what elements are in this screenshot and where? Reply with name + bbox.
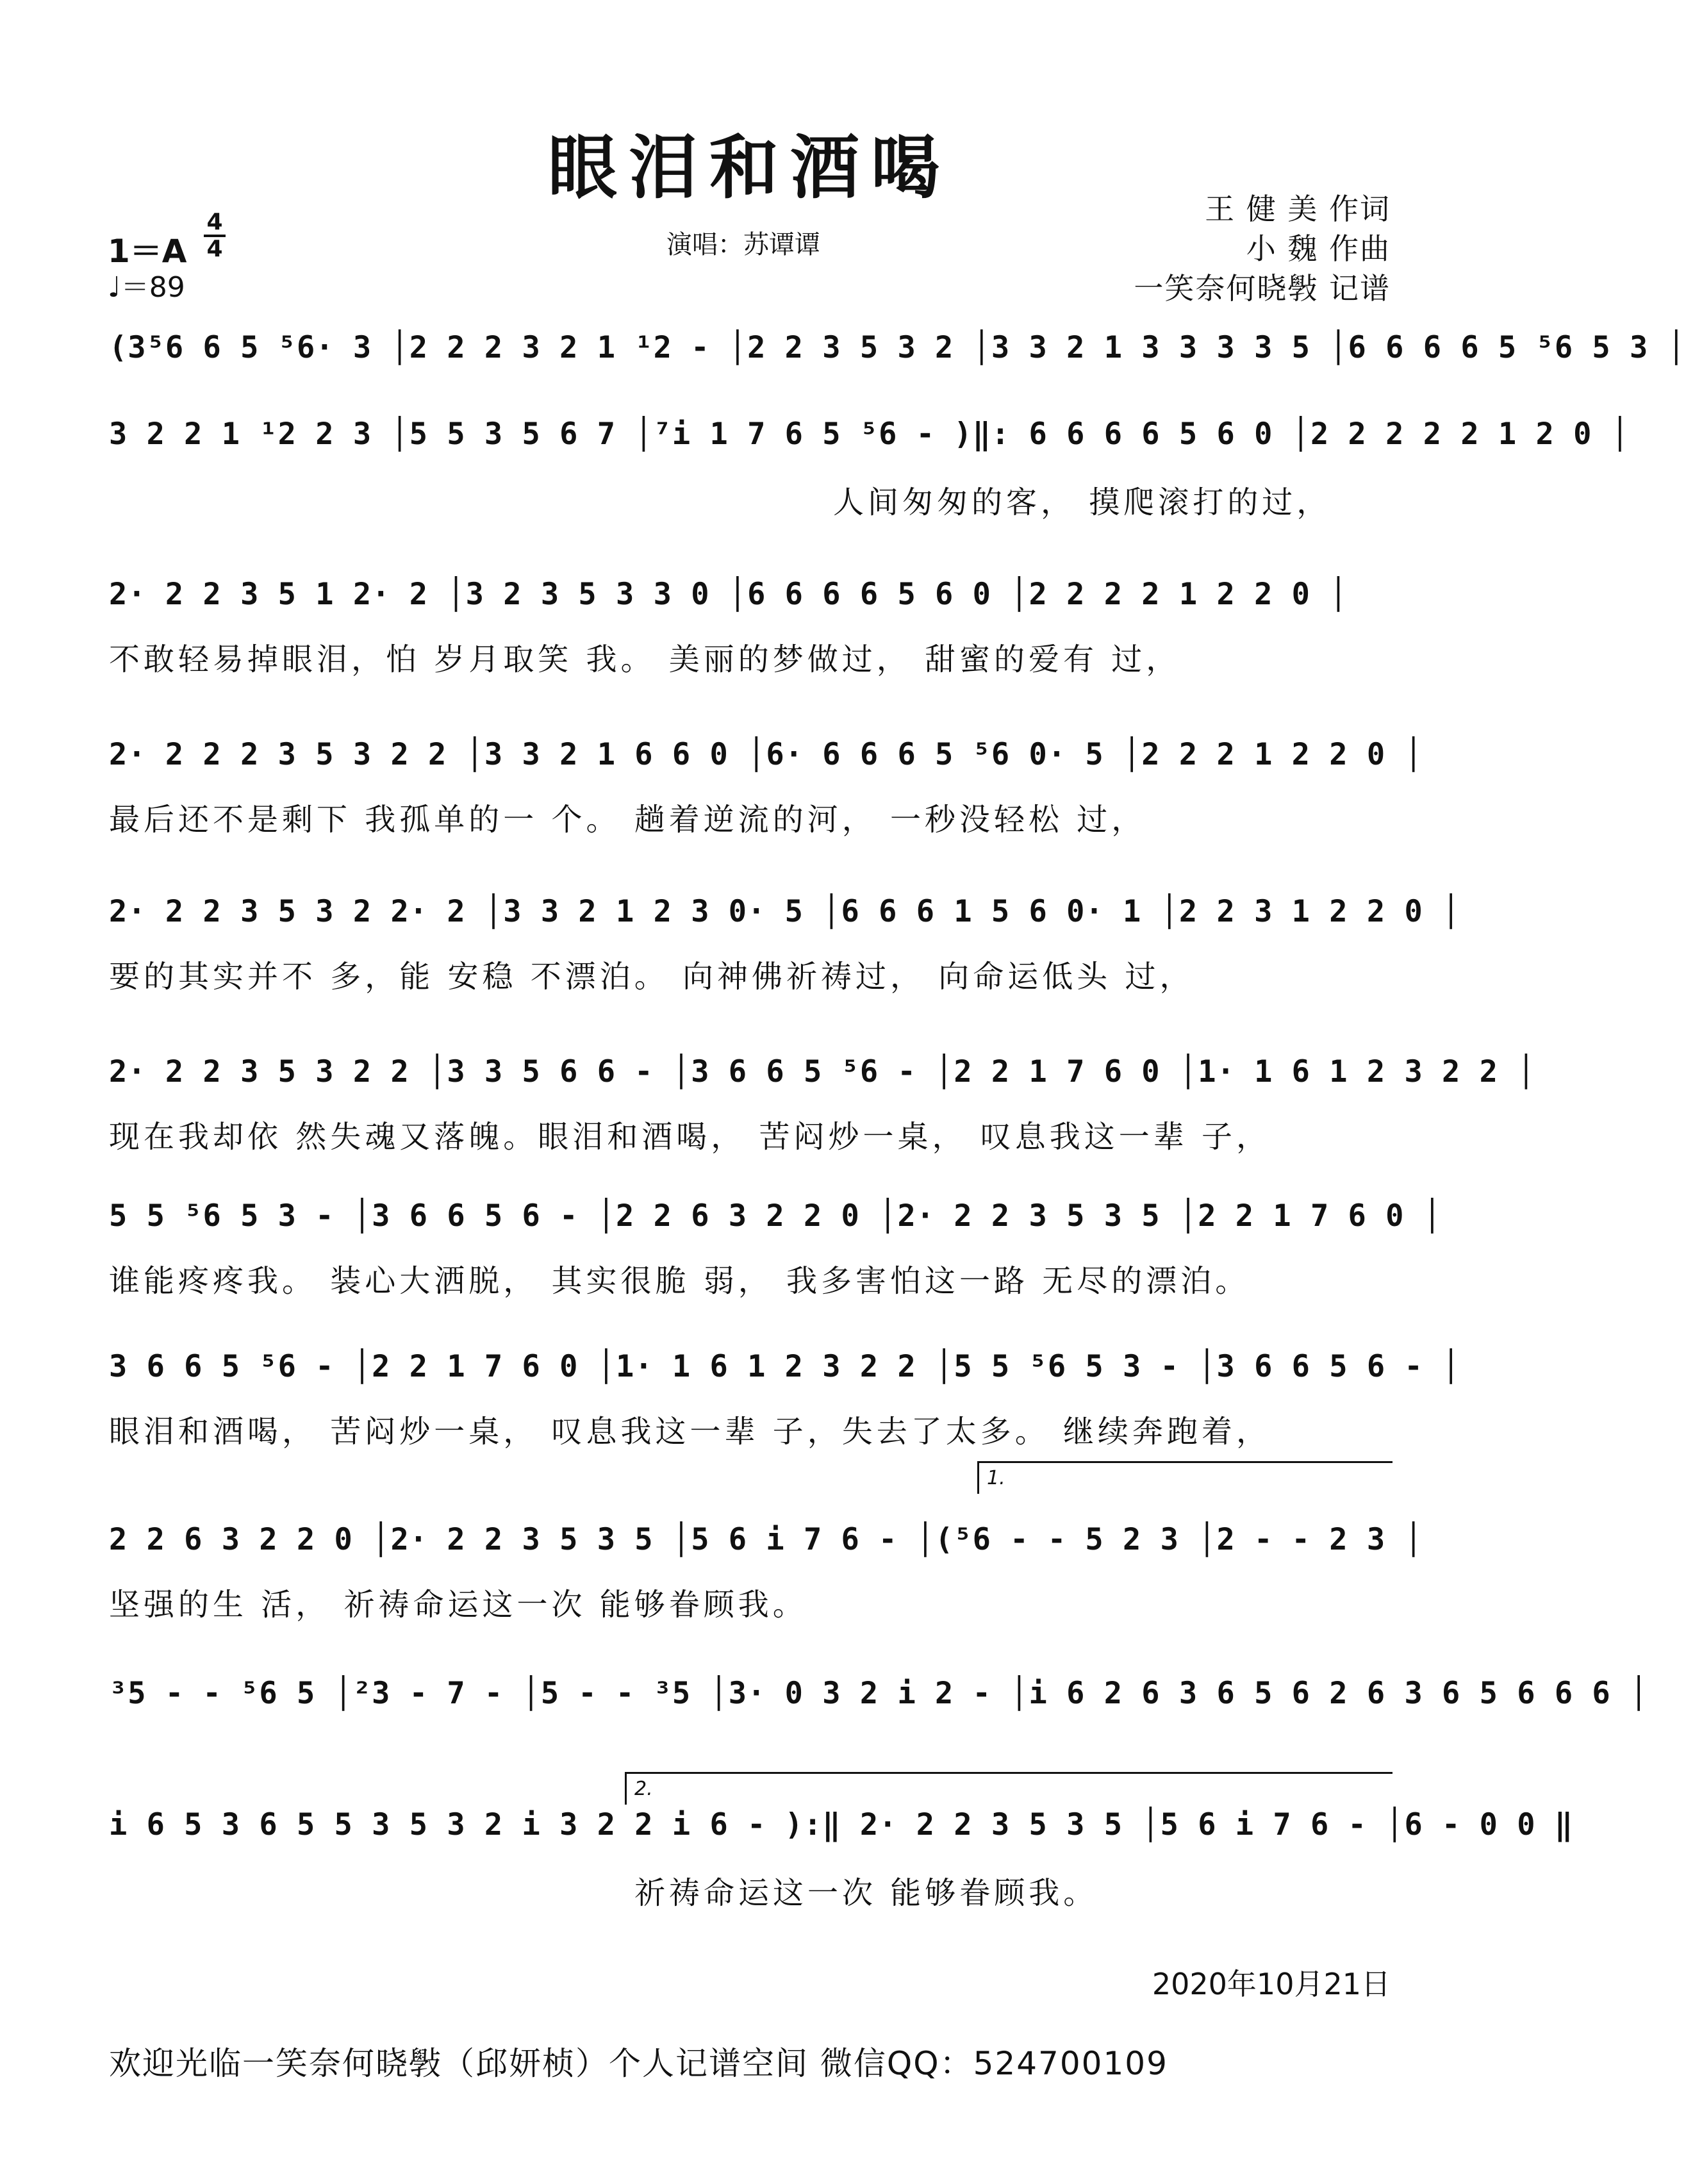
- staff-line-4: 2· 2 2 2 3 5 3 2 2 │3 3 2 1 6 6 0 │6· 6 6 6 5 ⁵6 0· 5 │2 2 2 1 2 2 0 │: [109, 737, 1423, 772]
- lyric-line-9: 坚强的生 活， 祈祷命运这一次 能够眷顾我。: [109, 1587, 807, 1623]
- lyricist-credit: 王 健 美 作词: [1205, 192, 1391, 226]
- time-signature: [204, 211, 226, 260]
- staff-line-6: 2· 2 2 3 5 3 2 2 │3 3 5 6 6 - │3 6 6 5 ⁵6 - │2 2 1 7 6 0 │1· 1 6 1 2 3 2 2 │: [109, 1054, 1536, 1089]
- key-signature: 1＝A: [108, 233, 187, 270]
- lyric-line-8: 眼泪和酒喝， 苦闷炒一桌， 叹息我这一辈 子，失去了太多。 继续奔跑着，: [109, 1414, 1271, 1450]
- staff-line-10: ³5 - - ⁵6 5 │²3 - 7 - │5 - - ³5 │3· 0 3 2 i 2 - │i 6 2 6 3 6 5 6 2 6 3 6 5 6 6 6 │: [109, 1676, 1649, 1711]
- first-ending-bracket: [977, 1461, 1393, 1494]
- lyric-line-4: 最后还不是剩下 我孤单的一 个。 趟着逆流的河， 一秒没轻松 过，: [109, 802, 1146, 838]
- second-ending-bracket: [625, 1772, 1393, 1805]
- lyric-line-6: 现在我却依 然失魂又落魄。眼泪和酒喝， 苦闷炒一桌， 叹息我这一辈 子，: [109, 1119, 1271, 1155]
- staff-line-1: (3⁵6 6 5 ⁵6· 3 │2 2 2 3 2 1 ¹2 - │2 2 3 5 3 2 │3 3 2 1 3 3 3 3 5 │6 6 6 6 5 ⁵6 5 3 │: [109, 330, 1686, 365]
- tempo-marking: ♩＝89: [108, 271, 185, 304]
- lyric-line-2: 人间匆匆的客， 摸爬滚打的过，: [833, 484, 1332, 520]
- lyric-line-7: 谁能疼疼我。 装心大洒脱， 其实很脆 弱， 我多害怕这一路 无尽的漂泊。: [109, 1263, 1250, 1299]
- lyric-line-5: 要的其实并不 多，能 安稳 不漂泊。 向神佛祈祷过， 向命运低头 过，: [109, 959, 1194, 995]
- staff-line-9: 2 2 6 3 2 2 0 │2· 2 2 3 5 3 5 │5 6 i 7 6 - │(⁵6 - - 5 2 3 │2 - - 2 3 │: [109, 1522, 1423, 1557]
- composer-credit: 小 魏 作曲: [1246, 231, 1391, 266]
- lyric-line-11: 祈祷命运这一次 能够眷顾我。: [634, 1875, 1098, 1911]
- transcriber-credit: 一笑奈何晓斅 记谱: [1134, 271, 1391, 306]
- time-signature-bottom: 4: [206, 236, 223, 262]
- transcription-date: 2020年10月21日: [1152, 1967, 1391, 2001]
- staff-line-2: 3 2 2 1 ¹2 2 3 │5 5 3 5 6 7 │⁷i 1 7 6 5 ⁵6 - )‖: 6 6 6 6 5 6 0 │2 2 2 2 2 1 2 0 │: [109, 417, 1630, 452]
- time-signature-top: 4: [206, 209, 223, 235]
- staff-line-8: 3 6 6 5 ⁵6 - │2 2 1 7 6 0 │1· 1 6 1 2 3 2 2 │5 5 ⁵6 5 3 - │3 6 6 5 6 - │: [109, 1349, 1461, 1384]
- song-title: 眼泪和酒喝: [547, 128, 952, 208]
- lyric-line-3: 不敢轻易掉眼泪，怕 岁月取笑 我。 美丽的梦做过， 甜蜜的爱有 过，: [109, 641, 1181, 677]
- staff-line-7: 5 5 ⁵6 5 3 - │3 6 6 5 6 - │2 2 6 3 2 2 0 │2· 2 2 3 5 3 5 │2 2 1 7 6 0 │: [109, 1198, 1442, 1234]
- staff-line-3: 2· 2 2 3 5 1 2· 2 │3 2 3 5 3 3 0 │6 6 6 6 5 6 0 │2 2 2 2 1 2 2 0 │: [109, 577, 1348, 612]
- staff-line-11: i 6 5 3 6 5 5 3 5 3 2 i 3 2 2 i 6 - ):‖ 2· 2 2 3 5 3 5 │5 6 i 7 6 - │6 - 0 0 ‖: [109, 1807, 1574, 1842]
- staff-line-5: 2· 2 2 3 5 3 2 2· 2 │3 3 2 1 2 3 0· 5 │6 6 6 1 5 6 0· 1 │2 2 3 1 2 2 0 │: [109, 894, 1461, 929]
- second-ending-label: 2.: [634, 1778, 653, 1800]
- singer-credit: 演唱：苏谭谭: [666, 230, 820, 260]
- footer-text: 欢迎光临一笑奈何晓斅（邱妍桢）个人记谱空间 微信QQ：524700109: [109, 2045, 1168, 2082]
- first-ending-label: 1.: [987, 1467, 1005, 1489]
